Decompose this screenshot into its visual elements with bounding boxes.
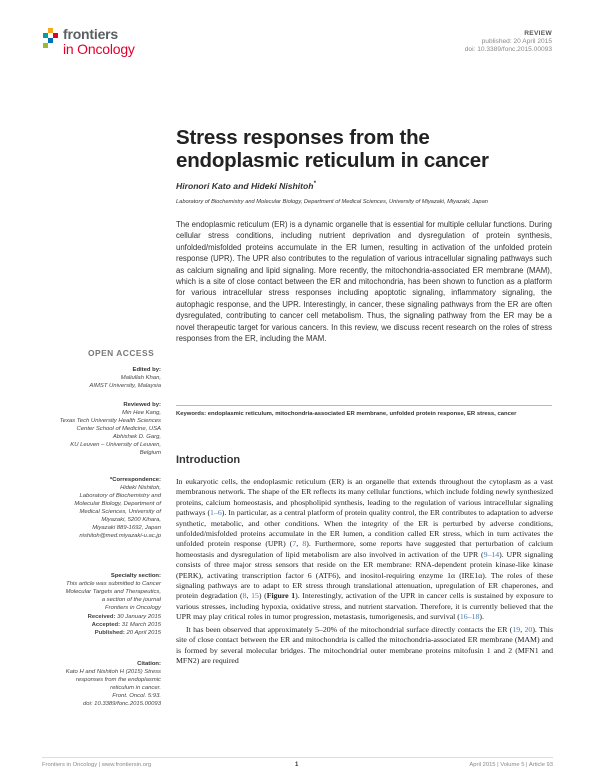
accepted-label: Accepted: xyxy=(91,622,121,628)
citation xyxy=(11,660,161,708)
citation-link[interactable]: 15 xyxy=(251,591,259,601)
citation-link[interactable]: 16–18 xyxy=(459,612,480,622)
correspondence-line: Medical Sciences, University of xyxy=(79,509,161,515)
frontiers-logo-icon xyxy=(42,28,60,50)
correspondence-email[interactable]: nishitoh@med.miyazaki-u.ac.jp xyxy=(79,533,161,539)
citation-link[interactable]: 8 xyxy=(242,591,247,601)
reviewer-line: Center School of Medicine, USA xyxy=(76,426,161,432)
dates xyxy=(11,613,161,637)
editor-line: AIMST University, Malaysia xyxy=(89,383,161,389)
figure-link[interactable]: Figure 1 xyxy=(266,591,296,601)
correspondence-line: Miyazaki 889-1692, Japan xyxy=(92,525,161,531)
open-access-badge: OPEN ACCESS xyxy=(88,348,155,358)
journal-logo[interactable] xyxy=(42,24,182,64)
citation-link[interactable]: 8 xyxy=(302,539,307,549)
accepted-date: 31 March 2015 xyxy=(121,622,161,628)
specialty-label: Specialty section: xyxy=(110,573,161,579)
citation-line: responses from the endoplasmic xyxy=(75,677,161,683)
footer-issue-info: April 2015 | Volume 5 | Article 93 xyxy=(469,762,553,768)
received-date: 30 January 2015 xyxy=(117,614,161,620)
article-meta xyxy=(465,30,552,55)
citation-link[interactable]: 19 xyxy=(512,624,521,634)
citation-label: Citation: xyxy=(137,661,161,667)
article-title xyxy=(176,127,556,172)
specialty-line: a section of the journal xyxy=(101,597,161,603)
citation-link[interactable]: 7 xyxy=(292,539,297,549)
correspondence-line: Hideki Nishitoh, xyxy=(120,485,161,491)
keywords xyxy=(176,410,552,418)
divider xyxy=(176,405,552,406)
logo-word-journal: in Oncology xyxy=(63,41,135,57)
article-type: REVIEW xyxy=(524,30,552,37)
reviewer-line[interactable]: Min Hee Kang, xyxy=(122,410,161,416)
body-text xyxy=(176,477,553,666)
paragraph: It has been observed that approximately 5–20% of the mitochondrial surface directly contacts the ER (19, 20). This site of close contact between the ER and mitochondria is called the mitochondria-associated ER membrane (MAM) and is formed by several molecular bridges. The mitochondrial outer membrane proteins mitofusin 1 and 2 (MFN1 and MFN2) are required xyxy=(176,624,553,665)
author-list xyxy=(176,181,316,191)
citation-link[interactable]: 1–6 xyxy=(210,508,222,518)
editor-line[interactable]: Maliullah Khan, xyxy=(120,375,161,381)
keywords-label: Keywords: xyxy=(176,411,207,417)
citation-line: Front. Oncol. 5:93. xyxy=(112,693,161,699)
footer-journal-link[interactable]: Frontiers in Oncology | www.frontiersin.org xyxy=(42,762,152,768)
specialty-line: This article was submitted to Cancer xyxy=(66,581,161,587)
reviewed-by-label: Reviewed by: xyxy=(123,402,161,408)
correspondence-line: Miyazaki, 5200 Kihara, xyxy=(101,517,161,523)
keywords-values: endoplasmic reticulum, mitochondria-associated ER membrane, unfolded protein response, ER stress, cancer xyxy=(207,411,517,417)
correspondence-line: Laboratory of Biochemistry and xyxy=(79,493,161,499)
correspondence xyxy=(11,476,161,540)
corresponding-mark: * xyxy=(313,181,316,188)
edited-by xyxy=(11,366,161,390)
received-label: Received: xyxy=(87,614,116,620)
specialty-line: Molecular Targets and Therapeutics, xyxy=(65,589,161,595)
paragraph: In eukaryotic cells, the endoplasmic reticulum (ER) is an organelle that extends throughout the cytoplasm as a vast membranous network. The shape of the ER reflects its many cellular functions, which include folding newly synthesized proteins, calcium homeostasis, and phospholipid synthesis, leading to the regulation of various intracellular signaling pathways (1–6). In particular, as a central platform of protein quality control, the ER contributes to adaptation to adverse synthetic, metabolic, and other conditions. When the integrity of the ER is perturbed by adverse conditions, unfolded/misfolded proteins accumulate in the ER lumen, a condition called ER stress, which in turn activates the unfolded protein response (UPR) (7, 8). Furthermore, some reports have suggested that perturbation of calcium homeostasis and dysregulation of lipid metabolism are also involved in activation of the UPR (9–14). UPR signaling consists of three major stress sensors that reside on the ER membrane: RNA-dependent protein kinase-like kinase (PERK), activating transcription factor 6 (ATF6), and inositol-requiring enzyme 1α (IRE1α). The roles of these signaling pathways are to adapt to ER stress through translational attenuation, upregulation of ER chaperones, and protein degradation (8, 15) (Figure 1). Interestingly, activation of the UPR in cancer cells is sustained by exposure to various stresses, including hypoxia, oxidative stress, and nutrient starvation. Therefore, it is currently believed that the UPR may play critical roles in tumor progression, metastasis, tumorigenesis, and survival (16–18). xyxy=(176,477,553,622)
citation-line: reticulum in cancer. xyxy=(110,685,161,691)
correspondence-line: Molecular Biology, Department of xyxy=(74,501,161,507)
logo-word-frontiers: frontiers xyxy=(63,26,118,42)
correspondence-label: *Correspondence: xyxy=(109,477,161,483)
affiliation: Laboratory of Biochemistry and Molecular Biology, Department of Medical Sciences, University of Miyazaki, Miyazaki, Japan xyxy=(176,199,488,205)
reviewer-line: Texas Tech University Health Sciences xyxy=(59,418,161,424)
published-date: published: 20 April 2015 xyxy=(481,38,552,46)
published-sidebar-date: 20 April 2015 xyxy=(126,630,161,636)
title-line-1: Stress responses from the xyxy=(176,126,430,149)
authors-text[interactable]: Hironori Kato and Hideki Nishitoh xyxy=(176,181,314,191)
reviewer-line: KU Leuven – University of Leuven, xyxy=(70,442,161,448)
citation-doi[interactable]: doi: 10.3389/fonc.2015.00093 xyxy=(83,701,161,707)
citation-line: Kato H and Nishitoh H (2015) Stress xyxy=(65,669,161,675)
citation-link[interactable]: 20 xyxy=(524,624,533,634)
section-heading-introduction: Introduction xyxy=(176,454,241,466)
doi-link[interactable]: doi: 10.3389/fonc.2015.00093 xyxy=(464,46,552,54)
specialty-line: Frontiers in Oncology xyxy=(105,605,161,611)
reviewer-line[interactable]: Abhishek D. Garg, xyxy=(112,434,161,440)
reviewed-by xyxy=(11,401,161,457)
edited-by-label: Edited by: xyxy=(132,367,161,373)
title-line-2: endoplasmic reticulum in cancer xyxy=(176,148,489,172)
specialty-section xyxy=(11,572,161,612)
page-number: 1 xyxy=(295,762,299,768)
reviewer-line: Belgium xyxy=(139,450,161,456)
footer-divider xyxy=(42,757,553,758)
abstract: The endoplasmic reticulum (ER) is a dynamic organelle that is essential for multiple cellular functions. During cellular stress conditions, including nutrient deprivation and dysregulation of protein synthesis, unfolded/misfolded proteins accumulate in the ER lumen, resulting in activation of the unfolded protein response (UPR). The UPR also contributes to the regulation of various intracellular signaling pathways such as calcium signaling and lipid signaling. More recently, the mitochondria-associated ER membrane (MAM), which is a site of close contact between the ER and mitochondria, has been shown to function as a platform for various intracellular stress responses including apoptotic signaling, inflammatory signaling, the autophagic response, and the UPR. Interestingly, in cancer, these signaling pathways from the ER are often dysregulated, contributing to cancer cell metabolism. Thus, the signaling pathway from the ER may be a novel therapeutic target for various cancers. In this review, we discuss recent research on the roles of stress responses from the ER, including the MAM. xyxy=(176,220,552,344)
citation-link[interactable]: 9–14 xyxy=(483,549,500,559)
published-label: Published: xyxy=(94,630,125,636)
